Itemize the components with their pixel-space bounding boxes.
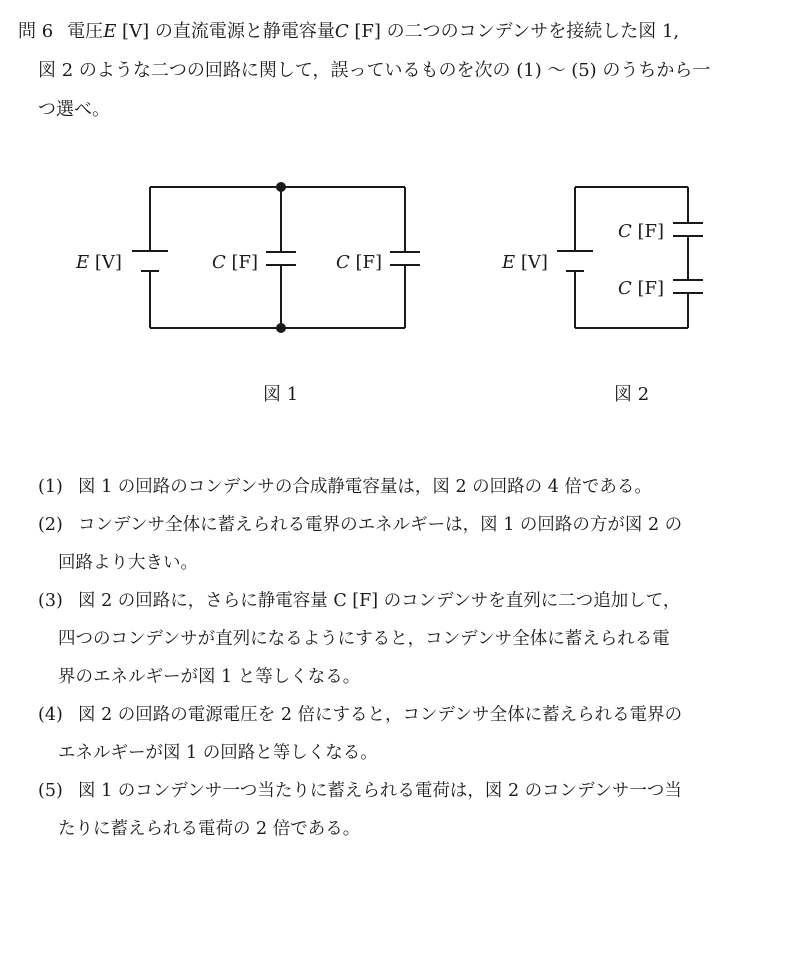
capacitor-symbol <box>673 223 703 236</box>
fig2-wires <box>575 187 688 328</box>
capacitance-label: C [F] <box>336 252 383 273</box>
circuit-figures <box>0 150 792 420</box>
option-number: (2) <box>38 515 63 535</box>
option-text: 四つのコンデンサが直列になるようにすると，コンデンサ全体に蓄えられる電 <box>58 629 670 649</box>
voltage-symbol: E <box>103 21 117 42</box>
figure-2-caption: 図 2 <box>614 384 650 405</box>
battery-symbol <box>132 251 168 271</box>
option-number: (5) <box>38 781 63 801</box>
option-number: (1) <box>38 477 63 497</box>
option-3[interactable] <box>38 582 778 696</box>
question-text: 電圧 <box>67 21 104 42</box>
capacitor-symbol <box>673 280 703 293</box>
question-stem <box>18 12 778 129</box>
figure-2-circuit <box>501 187 703 405</box>
question-line-3: つ選べ。 <box>38 99 110 120</box>
option-text: 図 2 の回路の電源電圧を 2 倍にすると，コンデンサ全体に蓄えられる電界の <box>78 705 683 725</box>
question-text: [F] の二つのコンデンサを接続した図 1, <box>348 21 680 42</box>
capacitance-label: C [F] <box>618 278 665 299</box>
question-number: 問 6 <box>18 21 54 42</box>
capacitance-symbol: C <box>334 21 349 42</box>
option-text: 回路より大きい。 <box>58 553 198 573</box>
option-text: 図 1 のコンデンサ一つ当たりに蓄えられる電荷は，図 2 のコンデンサ一つ当 <box>78 781 682 801</box>
option-number: (4) <box>38 705 63 725</box>
capacitance-label: C [F] <box>618 221 665 242</box>
figure-1-circuit <box>75 182 420 405</box>
option-text: たりに蓄えられる電荷の 2 倍である。 <box>58 819 361 839</box>
question-line-1 <box>18 12 778 51</box>
option-4[interactable] <box>38 696 778 772</box>
option-1[interactable] <box>38 468 778 506</box>
option-text: 図 1 の回路のコンデンサの合成静電容量は，図 2 の回路の 4 倍である。 <box>78 477 652 497</box>
junction-dot <box>276 182 286 192</box>
voltage-label: E [V] <box>502 252 548 273</box>
answer-options <box>38 468 778 848</box>
option-2[interactable] <box>38 506 778 582</box>
option-5[interactable] <box>38 772 778 848</box>
capacitance-label: C [F] <box>212 252 259 273</box>
battery-symbol <box>557 251 593 271</box>
capacitor-symbol <box>266 252 296 265</box>
question-text: [V] の直流電源と静電容量 <box>116 21 335 42</box>
option-number: (3) <box>38 591 63 611</box>
junction-dot <box>276 323 286 333</box>
option-text: コンデンサ全体に蓄えられる電界のエネルギーは，図 1 の回路の方が図 2 の <box>78 515 683 535</box>
option-text: 界のエネルギーが図 1 と等しくなる。 <box>58 667 361 687</box>
figure-1-caption: 図 1 <box>263 384 299 405</box>
option-text: エネルギーが図 1 の回路と等しくなる。 <box>58 743 378 763</box>
option-text: 図 2 の回路に，さらに静電容量 C [F] のコンデンサを直列に二つ追加して， <box>78 591 681 611</box>
capacitor-symbol <box>390 252 420 265</box>
voltage-label: E [V] <box>76 252 122 273</box>
question-line-2: 図 2 のような二つの回路に関して，誤っているものを次の (1) ～ (5) のうちから一 <box>38 60 711 81</box>
